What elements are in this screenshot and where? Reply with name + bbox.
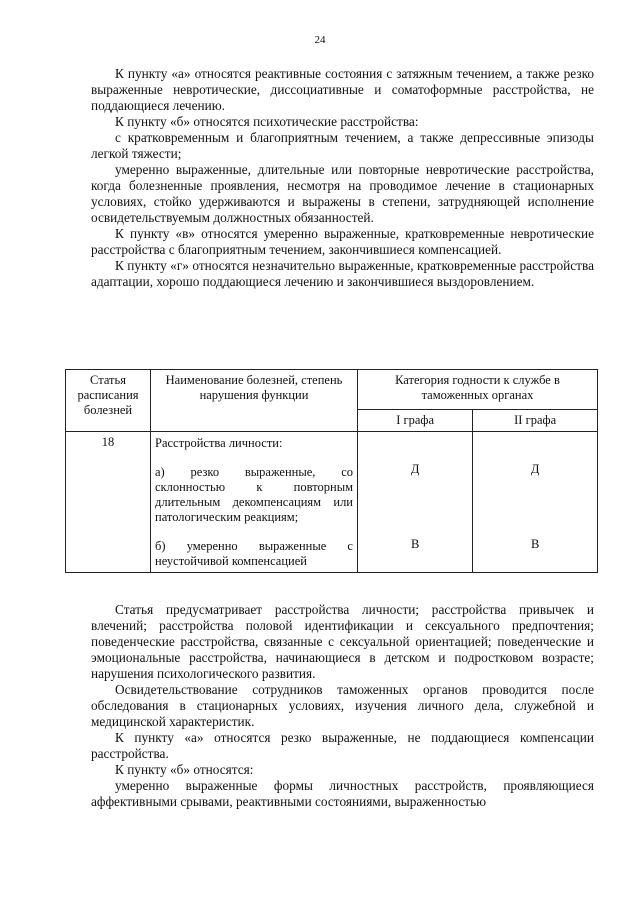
disease-schedule-table xyxy=(65,369,598,573)
paragraph: К пункту «г» относятся незначительно выраженные, кратковременные расстройства адаптации, хорошо поддающиеся лечению и закончившиеся выздоровлением. xyxy=(91,258,594,289)
paragraph: К пункту «б» относятся: xyxy=(115,762,254,777)
graph-2-item-a: Д xyxy=(530,462,540,476)
paragraph: с кратковременным и благоприятным течением, а также депрессивные эпизоды легкой тяжести; xyxy=(91,130,594,161)
header-fitness-category: Категория годности к службе в таможенных органах xyxy=(358,370,598,410)
paragraph: К пункту «б» относятся психотические расстройства: xyxy=(115,114,419,129)
paragraph: умеренно выраженные формы личностных расстройств, проявляющиеся аффективными срывами, реактивными состояниями, выраженностью xyxy=(91,778,594,809)
graph-1-item-b: В xyxy=(410,537,420,551)
header-article: Статья расписания болезней xyxy=(66,370,151,432)
disease-item-b: б) умеренно выраженные с неустойчивой компенсацией xyxy=(155,539,353,568)
disease-item-a: а) резко выраженные, со склонностью к повторным длительным декомпенсациям или патологическим реакциям; xyxy=(155,465,353,524)
graph-1-values xyxy=(358,432,473,573)
graph-1-item-a: Д xyxy=(410,462,420,476)
paragraph: Освидетельствование сотрудников таможенных органов проводится после обследования в стационарных условиях, изучения личного дела, служебной и медицинской характеристик. xyxy=(91,682,594,729)
graph-2-values xyxy=(473,432,598,573)
header-disease-name: Наименование болезней, степень нарушения функции xyxy=(151,370,358,432)
graph-2-item-b: В xyxy=(530,537,540,551)
header-graph-2: II графа xyxy=(473,410,598,432)
paragraph: умеренно выраженные, длительные или повторные невротические расстройства, когда болезненные проявления, несмотря на проводимое лечение в стационарных условиях, стойко удерживаются и выражены в степени, затрудняющей исполнение освидетельствуемым должностных обязанностей. xyxy=(91,162,594,225)
paragraph: К пункту «а» относятся резко выраженные, не поддающиеся компенсации расстройства. xyxy=(91,730,594,761)
paragraph: Статья предусматривает расстройства личности; расстройства привычек и влечений; расстройства половой идентификации и сексуального предпочтения; поведенческие расстройства, связанные с сексуальной ориентацией; поведенческие и эмоциональные расстройства, начинающиеся в детском и подростковом возрасте; нарушения психологического развития. xyxy=(91,602,594,681)
bottom-text-block xyxy=(91,602,594,810)
top-text-block xyxy=(91,66,594,290)
header-graph-1: I графа xyxy=(358,410,473,432)
table-header-row xyxy=(66,370,598,410)
paragraph: К пункту «а» относятся реактивные состояния с затяжным течением, а также резко выраженные невротические, диссоциативные и соматоформные расстройства, не поддающиеся лечению. xyxy=(91,66,594,113)
page-number: 24 xyxy=(314,34,326,46)
disease-description xyxy=(151,432,358,573)
table-row xyxy=(66,432,598,573)
article-number: 18 xyxy=(66,432,151,573)
paragraph: К пункту «в» относятся умеренно выраженные, кратковременные невротические расстройства с благоприятным течением, закончившиеся компенсацией. xyxy=(91,226,594,257)
disease-title: Расстройства личности: xyxy=(155,436,283,450)
